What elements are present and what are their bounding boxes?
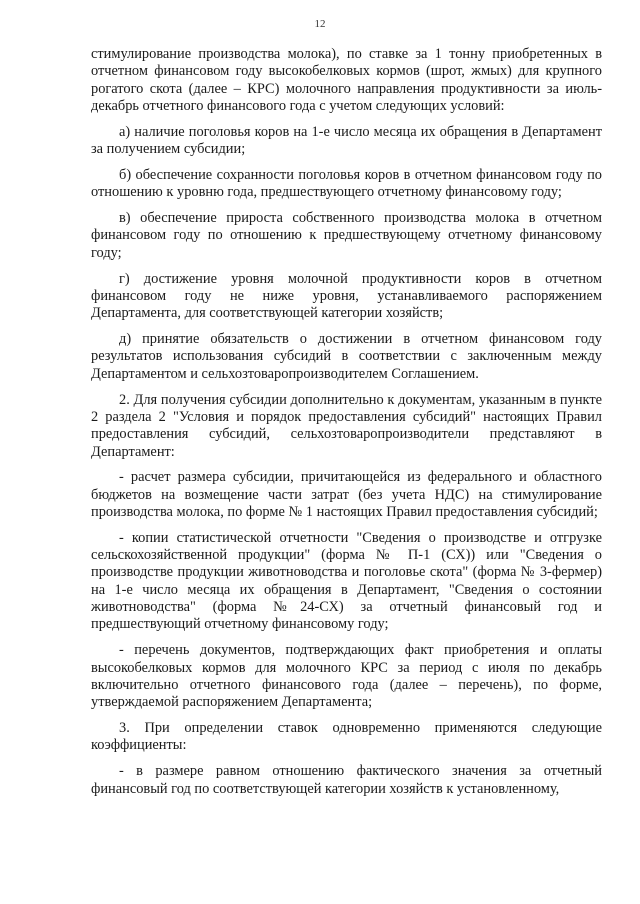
clause-2: 2. Для получения субсидии дополнительно к документам, указанным в пункте 2 раздела 2 "Условия и порядок предоставления субсидий" настоящих Правил предоставления субсидий, сельхозтоваропроизводители представляют в Департамент: (91, 391, 602, 460)
document-item-statistics: - копии статистической отчетности "Сведения о производстве и отгрузке сельскохозяйственной продукции" (форма № П-1 (СХ)) или "Сведения о производстве продукции животноводства и поголовье скота" (форма № 3-фермер) на 1-е число месяца их обращения в Департамент, "Сведения о состоянии животноводства" (форма №24-СХ) за отчетный финансовый год и предшествующий отчетному финансовому году; (91, 529, 602, 633)
document-item-calculation: - расчет размера субсидии, причитающейся из федерального и областного бюджетов на возмещение части затрат (без учета НДС) на стимулирование производства молока, по форме № 1 настоящих Правил предоставления субсидий; (91, 469, 602, 520)
clause-3: 3. При определении ставок одновременно применяются следующие коэффициенты: (91, 720, 602, 754)
coefficient-item: - в размере равном отношению фактического значения за отчетный финансовый год по соответствующей категории хозяйств к установленному, (91, 763, 602, 797)
document-item-list: - перечень документов, подтверждающих факт приобретения и оплаты высокобелковых кормов для молочного КРС за период с июля по декабрь включительно отчетного финансового года (далее – перечень), по форме, утверждаемой распоряжением Департамента; (91, 642, 602, 711)
condition-d: д) принятие обязательств о достижении в отчетном финансовом году результатов использования субсидий в соответствии с заключенным между Департаментом и сельхозтоваропроизводителем Соглашением. (91, 331, 602, 382)
paragraph-continuation: стимулирование производства молока), по ставке за 1 тонну приобретенных в отчетном финансовом году высокобелковых кормов (шрот, жмых) для крупного рогатого скота (далее – КРС) молочного направления продуктивности за июль-декабрь отчетного финансового года с учетом следующих условий: (91, 46, 602, 114)
condition-g: г) достижение уровня молочной продуктивности коров в отчетном финансовом году не ниже уровня, устанавливаемого распоряжением Департамента, для соответствующей категории хозяйств; (91, 270, 602, 322)
condition-v: в) обеспечение прироста собственного производства молока в отчетном финансовом году по отношению к предшествующему отчетному финансовому году; (91, 210, 602, 261)
condition-a: а) наличие поголовья коров на 1-е число месяца их обращения в Департамент за получением субсидии; (91, 123, 602, 158)
condition-b: б) обеспечение сохранности поголовья коров в отчетном финансовом году по отношению к уровню года, предшествующего отчетному финансовому году; (91, 166, 602, 201)
document-body (91, 46, 602, 806)
page-number: 12 (314, 18, 326, 30)
